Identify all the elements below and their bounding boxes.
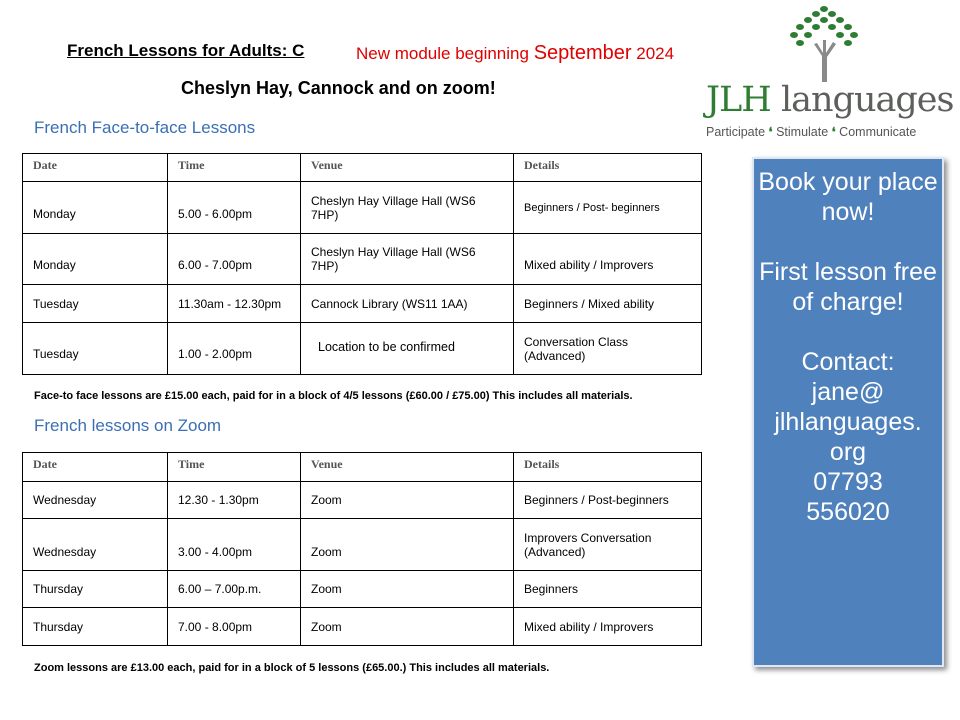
table-row [23,323,702,375]
column-header-venue: Venue [301,453,514,482]
cell-venue: Cheslyn Hay Village Hall (WS6 7HP) [301,182,514,234]
cell-date: Wednesday [23,482,168,519]
table-row [23,519,702,571]
cell-date: Monday [23,182,168,234]
cell-date: Monday [23,234,168,285]
cell-date: Tuesday [23,323,168,375]
cell-details: Mixed ability / Improvers [514,234,702,285]
cell-details: Beginners [514,571,702,608]
promo-contact-label: Contact: [801,348,895,376]
table-row [23,285,702,323]
logo-brand: JLH [706,80,771,120]
cell-time: 6.00 – 7.00p.m. [168,571,301,608]
cell-venue: Zoom [301,571,514,608]
page-subtitle: Cheslyn Hay, Cannock and on zoom! [181,78,496,98]
zoom-price-note: Zoom lessons are £13.00 each, paid for in a block of 5 lessons (£65.00.) This includes all materials. [34,662,550,674]
zoom-table [22,452,702,646]
page-title: French Lessons for Adults: C [67,41,305,60]
cell-venue: Cannock Library (WS11 1AA) [301,285,514,323]
leaf-icon: ❛ [831,125,836,139]
table-header-row [23,154,702,182]
logo-brand-suffix: languages [780,80,954,120]
face-to-face-heading: French Face-to-face Lessons [34,118,256,137]
table-row [23,234,702,285]
new-module-banner [356,42,674,65]
column-header-time: Time [168,154,301,182]
email-part: org [829,438,867,466]
banner-year: 2024 [636,44,675,63]
table-row [23,482,702,519]
tagline-word: Communicate [839,125,917,139]
email-part: jlhlanguages. [774,408,922,436]
phone-part: 07793 [813,468,883,496]
logo-tagline [706,124,916,139]
cell-venue: Zoom [301,608,514,646]
cell-details: Beginners / Post-beginners [514,482,702,519]
cell-details: Beginners / Mixed ability [514,285,702,323]
tagline-word: Participate [706,125,766,139]
cell-venue: Cheslyn Hay Village Hall (WS6 7HP) [301,234,514,285]
cell-time: 5.00 - 6.00pm [168,182,301,234]
cell-date: Thursday [23,608,168,646]
cell-time: 12.30 - 1.30pm [168,482,301,519]
leaf-icon: ❛ [768,125,773,139]
cell-time: 11.30am - 12.30pm [168,285,301,323]
table-row [23,182,702,234]
promo-phone[interactable] [754,467,942,527]
cell-details: Conversation Class (Advanced) [514,323,702,375]
column-header-details: Details [514,453,702,482]
cell-venue: Zoom [301,482,514,519]
cell-details: Improvers Conversation (Advanced) [514,519,702,571]
table-row [23,608,702,646]
cell-venue: Location to be confirmed [301,323,514,375]
face-to-face-price-note: Face-to face lessons are £15.00 each, paid for in a block of 4/5 lessons (£60.00 / £75.00) This includes all materials. [34,390,633,402]
phone-part: 556020 [806,498,890,526]
column-header-venue: Venue [301,154,514,182]
jlh-logo [704,4,954,140]
cell-date: Wednesday [23,519,168,571]
face-to-face-table [22,153,702,375]
table-header-row [23,453,702,482]
zoom-heading: French lessons on Zoom [34,416,222,435]
tagline-word: Stimulate [776,125,829,139]
cell-time: 6.00 - 7.00pm [168,234,301,285]
column-header-details: Details [514,154,702,182]
column-header-date: Date [23,453,168,482]
banner-month: September [533,42,632,64]
cell-details: Mixed ability / Improvers [514,608,702,646]
cell-time: 7.00 - 8.00pm [168,608,301,646]
table-row [23,571,702,608]
cell-details: Beginners / Post- beginners [514,182,702,234]
cell-venue: Zoom [301,519,514,571]
tree-icon [786,4,862,82]
email-part: jane@ [811,378,885,406]
cell-date: Thursday [23,571,168,608]
column-header-time: Time [168,453,301,482]
cell-date: Tuesday [23,285,168,323]
logo-wordmark [706,80,953,120]
banner-prefix: New module beginning [356,44,529,63]
cell-time: 1.00 - 2.00pm [168,323,301,375]
promo-free-lesson: First lesson free of charge! [759,258,937,316]
promo-email[interactable] [754,377,942,467]
cell-time: 3.00 - 4.00pm [168,519,301,571]
column-header-date: Date [23,154,168,182]
promo-book-now: Book your place now! [758,168,938,226]
booking-promo-box [752,157,944,667]
